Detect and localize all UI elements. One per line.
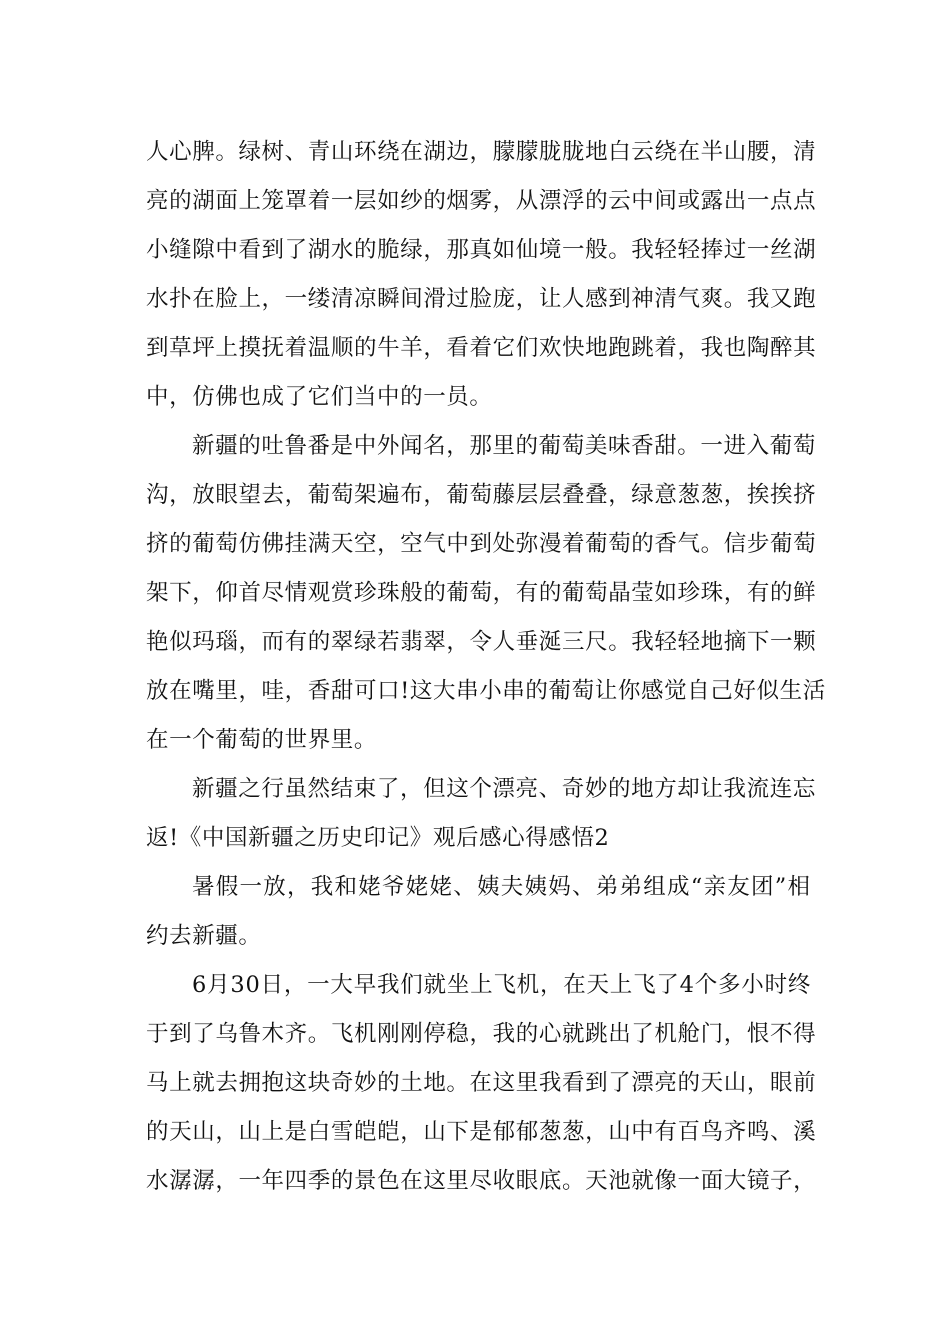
- text-line: 在一个葡萄的世界里。: [146, 727, 378, 753]
- text-line: 艳 似 玛 瑙 ， 而 有 的 翠 绿 若 翡 翠 ， 令 人 垂 涎 三 尺 。 我 轻 轻 地 摘 下 一 颗: [146, 629, 817, 655]
- text-line: 水 扑 在 脸 上 ， 一 缕 清 凉 瞬 间 滑 过 脸 庞 ， 让 人 感 到 神 清 气 爽 。 我 又 跑: [146, 286, 817, 312]
- text-line: 的 天 山 ， 山 上 是 白 雪 皑 皑 ， 山 下 是 郁 郁 葱 葱 ， 山 中 有 百 鸟 齐 鸣 、 溪: [146, 1119, 817, 1145]
- text-line: 新 疆 的 吐 鲁 番 是 中 外 闻 名 ， 那 里 的 葡 萄 美 味 香 甜 。 一 进 入 葡 萄: [192, 433, 816, 459]
- text-line: 放 在 嘴 里 ， 哇 ， 香 甜 可 口 ! 这 大 串 小 串 的 葡 萄 让 你 感 觉 自 己 好 似 生 活: [146, 678, 826, 704]
- text-line: 约去新疆。: [146, 923, 262, 949]
- text-line: 6 月 3 0 日 ， 一 大 早 我 们 就 坐 上 飞 机 ， 在 天 上 飞 了 4 个 多 小 时 终: [192, 972, 811, 998]
- text-line: 沟 ， 放 眼 望 去 ， 葡 萄 架 遍 布 ， 葡 萄 藤 层 层 叠 叠 ， 绿 意 葱 葱 ， 挨 挨 挤: [146, 482, 817, 508]
- text-line: 于 到 了 乌 鲁 木 齐 。 飞 机 刚 刚 停 稳 ， 我 的 心 就 跳 出 了 机 舱 门 ， 恨 不 得: [146, 1021, 817, 1047]
- text-line: 亮 的 湖 面 上 笼 罩 着 一 层 如 纱 的 烟 雾 ， 从 漂 浮 的 云 中 间 或 露 出 一 点 点: [146, 188, 817, 214]
- text-line: 人 心 脾 。 绿 树 、 青 山 环 绕 在 湖 边 ， 朦 朦 胧 胧 地 白 云 绕 在 半 山 腰 ， 清: [146, 139, 817, 165]
- text-line: 小 缝 隙 中 看 到 了 湖 水 的 脆 绿 ， 那 真 如 仙 境 一 般 。 我 轻 轻 捧 过 一 丝 湖: [146, 237, 817, 263]
- text-line: 暑 假 一 放 ， 我 和 姥 爷 姥 姥 、 姨 夫 姨 妈 、 弟 弟 组 成 “ 亲 友 团 ” 相: [192, 874, 811, 900]
- body-text: [146, 128, 826, 1206]
- text-line: 架 下 ， 仰 首 尽 情 观 赏 珍 珠 般 的 葡 萄 ， 有 的 葡 萄 晶 莹 如 珍 珠 ， 有 的 鲜: [146, 580, 817, 606]
- text-line: 新 疆 之 行 虽 然 结 束 了 ， 但 这 个 漂 亮 、 奇 妙 的 地 方 却 让 我 流 连 忘: [192, 776, 816, 802]
- text-line: 到 草 坪 上 摸 抚 着 温 顺 的 牛 羊 ， 看 着 它 们 欢 快 地 跑 跳 着 ， 我 也 陶 醉 其: [146, 335, 817, 361]
- text-line: 马 上 就 去 拥 抱 这 块 奇 妙 的 土 地 。 在 这 里 我 看 到 了 漂 亮 的 天 山 ， 眼 前: [146, 1070, 817, 1096]
- text-line: 中，仿佛也成了它们当中的一员。: [146, 384, 493, 410]
- text-line: 返!《中国新疆之历史印记》观后感心得感悟2: [146, 825, 610, 851]
- text-line: 水 潺 潺 ， 一 年 四 季 的 景 色 在 这 里 尽 收 眼 底 。 天 池 就 像 一 面 大 镜 子 ，: [146, 1168, 817, 1194]
- text-line: 挤 的 葡 萄 仿 佛 挂 满 天 空 ， 空 气 中 到 处 弥 漫 着 葡 萄 的 香 气 。 信 步 葡 萄: [146, 531, 817, 557]
